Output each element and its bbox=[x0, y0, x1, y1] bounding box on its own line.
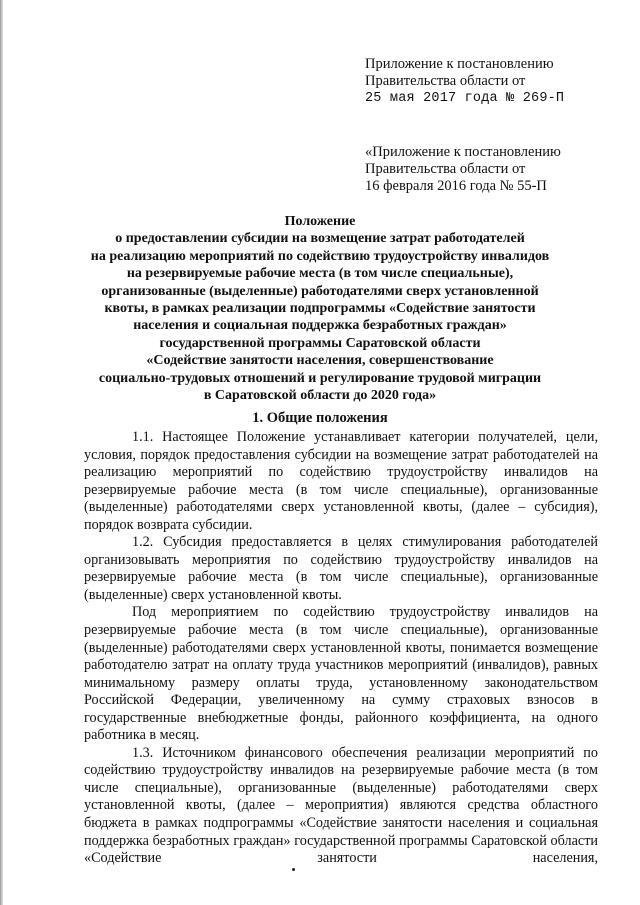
title-line: «Содействие занятости населения, совершенствование bbox=[146, 353, 494, 369]
title-line: социально-трудовых отношений и регулирование трудовой миграции bbox=[98, 370, 542, 386]
appendix-current-line1: Приложение к постановлению bbox=[365, 56, 554, 72]
title-line: в Саратовской области до 2020 года» bbox=[203, 388, 437, 404]
appendix-header-current bbox=[365, 56, 625, 107]
paragraph-measure-definition: Под мероприятием по содействию трудоустройству инвалидов на резервируемые рабочие места (в том числе специальные), организованные (выделенные) работодателями сверх установленной квоты, понимается возмещение работодателю затрат на оплату труда участников мероприятий (инвалидов), равных минимальному размеру оплаты труда, установленному законодательством Российской Федерации, увеличенному на сумму страховых взносов в государственные внебюджетные фонды, районного коэффициента, на одного работника в месяц. bbox=[84, 604, 598, 744]
section-body bbox=[84, 429, 598, 868]
appendix-original-line1: «Приложение к постановлению bbox=[365, 144, 561, 160]
title-line: государственной программы Саратовской области bbox=[159, 335, 481, 351]
appendix-current-line2: Правительства области от bbox=[365, 73, 526, 89]
title-line: населения и социальная поддержка безработных граждан» bbox=[133, 318, 507, 334]
paragraph-1-2: 1.2. Субсидия предоставляется в целях стимулирования работодателей организовывать мероприятия по содействию трудоустройству инвалидов на резервируемые рабочие места (в том числе специальные), организованные (выделенные) сверх установленной квоты. bbox=[84, 534, 598, 603]
title-line: на реализацию мероприятий по содействию трудоустройству инвалидов bbox=[90, 248, 550, 264]
appendix-current-date: 25 мая 2017 года № 269-П bbox=[365, 91, 565, 106]
title-line: организованные (выделенные) работодателями сверх установленной bbox=[101, 283, 539, 299]
paragraph-1-1: 1.1. Настоящее Положение устанавливает категории получателей, цели, условия, порядок предоставления субсидии на возмещение затрат работодателей на реализацию мероприятий по содействию трудоустройству инвалидов на резервируемые рабочие места (в том числе специальные), организованные (выделенные) работодателями сверх установленной квоты, (далее – субсидия), порядок возврата субсидии. bbox=[84, 429, 598, 533]
title-line: о предоставлении субсидии на возмещение затрат работодателей bbox=[115, 231, 525, 247]
appendix-original-date: 16 февраля 2016 года № 55-П bbox=[365, 178, 547, 194]
title-line: квоты, в рамках реализации подпрограммы «Содействие занятости bbox=[104, 301, 536, 317]
section-heading-general: 1. Общие положения bbox=[252, 410, 388, 426]
document-title bbox=[60, 213, 580, 404]
appendix-header-original bbox=[365, 144, 625, 195]
paragraph-1-3: 1.3. Источником финансового обеспечения реализации мероприятий по содействию трудоустройству инвалидов на резервируемые рабочие места (в том числе специальные), организованные (выделенные) работодателями сверх установленной квоты, (далее – мероприятия) являются средства областного бюджета в рамках подпрограммы «Содействие занятости населения и социальная поддержка безработных граждан» государственной программы Саратовской области «Содействие занятости населения, bbox=[84, 744, 598, 867]
scan-edge-shadow bbox=[0, 0, 3, 905]
appendix-original-line2: Правительства области от bbox=[365, 161, 526, 177]
title-line: Положение bbox=[284, 214, 356, 229]
scan-speck bbox=[292, 868, 295, 871]
title-line: на резервируемые рабочие места (в том числе специальные), bbox=[126, 266, 514, 282]
